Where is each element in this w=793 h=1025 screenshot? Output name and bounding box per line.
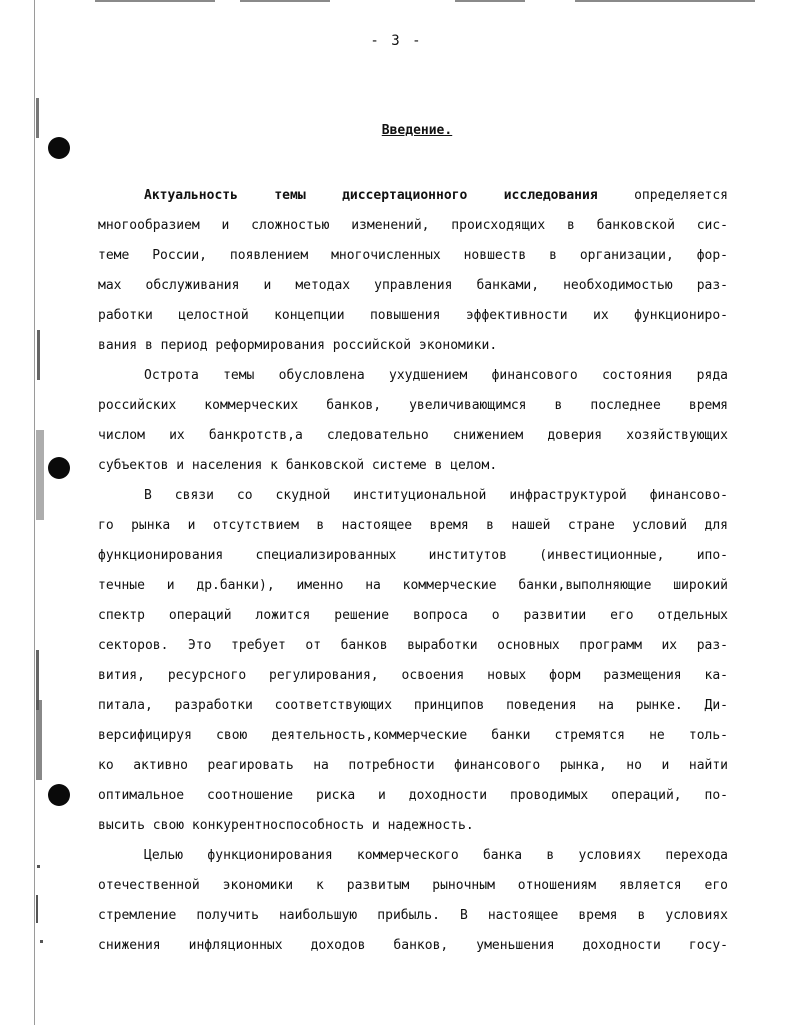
text-line: ко активно реагировать на потребности финансового рынка, но и найти [98,758,728,773]
text-line: Целью функционирования коммерческого банка в условиях перехода [144,848,728,863]
text-line: высить свою конкурентноспособность и надежность. [98,818,474,833]
text-line: российских коммерческих банков, увеличивающимся в последнее время [98,398,728,413]
text-line: субъектов и населения к банковской системе в целом. [98,458,498,473]
text-line: теме России, появлением многочисленных новшеств в организации, фор- [98,248,728,263]
binder-hole [48,457,70,479]
text-line: вития, ресурсного регулирования, освоения новых форм размещения ка- [98,668,728,683]
text-line: функционирования специализированных институтов (инвестиционные, ипо- [98,548,728,563]
text-line: В связи со скудной институциональной инфраструктурой финансово- [144,488,728,503]
text-line: питала, разработки соответствующих принципов поведения на рынке. Ди- [98,698,728,713]
text-line: работки целостной концепции повышения эффективности их функциониро- [98,308,728,323]
lead-bold-phrase: Актуальность темы диссертационного исследования [144,188,598,203]
binder-hole [48,784,70,806]
text-line: числом их банкротств,а следовательно снижением доверия хозяйствующих [98,428,728,443]
text-line: секторов. Это требует от банков выработки основных программ их раз- [98,638,728,653]
text-line: Актуальность темы диссертационного исследования определяется [144,188,729,203]
margin-mark [37,330,40,380]
margin-mark [36,700,42,780]
text-line: Острота темы обусловлена ухудшением финансового состояния ряда [144,368,728,383]
text-line: снижения инфляционных доходов банков, уменьшения доходности госу- [98,938,728,953]
text-line: го рынка и отсутствием в настоящее время в нашей стране условий для [98,518,728,533]
text-line: версифицируя свою деятельность,коммерческие банки стремятся не толь- [98,728,728,743]
text-line: стремление получить наибольшую прибыль. В настоящее время в условиях [98,908,728,923]
text-line: отечественной экономики к развитым рыночным отношениям является его [98,878,728,893]
section-title: Введение. [381,123,453,138]
text-line: многообразием и сложностью изменений, происходящих в банковской сис- [98,218,728,233]
top-scan-rule [95,0,215,2]
left-scan-edge [34,0,35,1025]
margin-mark [36,895,38,923]
top-scan-rule [575,0,755,2]
top-scan-rule [455,0,525,2]
text-line: вания в период реформирования российской экономики. [98,338,498,353]
text-line: спектр операций ложится решение вопроса о развитии его отдельных [98,608,728,623]
margin-mark [37,865,40,868]
top-scan-rule [240,0,330,2]
margin-mark [36,430,44,520]
text-line: оптимальное соотношение риска и доходности проводимых операций, по- [98,788,728,803]
body-text [98,181,728,961]
margin-mark [40,940,43,943]
page-number: - 3 - [370,33,423,49]
text-line: течные и др.банки), именно на коммерческие банки,выполняющие широкий [98,578,728,593]
text-line: мах обслуживания и методах управления банками, необходимостью раз- [98,278,728,293]
binder-hole [48,137,70,159]
